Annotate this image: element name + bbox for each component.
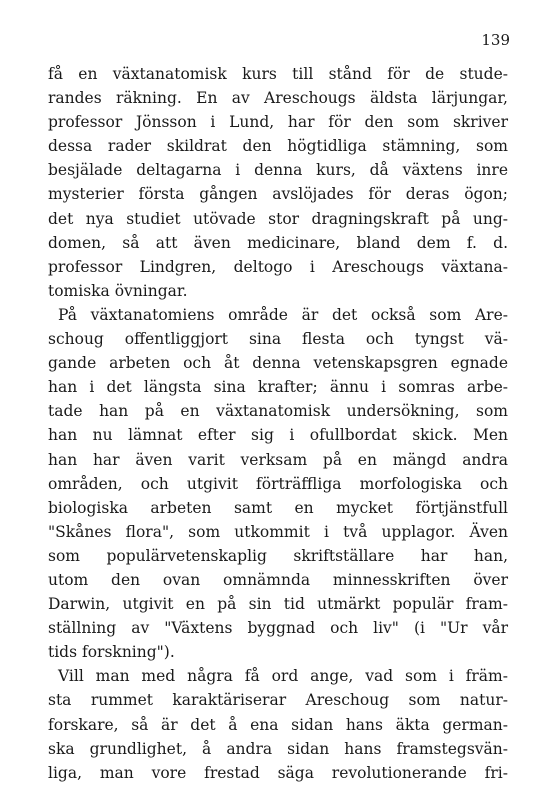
text-line: liga, man vore frestad säga revolutionerande fri- [48,763,508,782]
text-line: han har även varit verksam på en mängd andra [48,450,508,469]
text-line: Darwin, utgivit en på sin tid utmärkt populär fram- [48,595,508,614]
text-line: det nya studiet utövade stor dragningskraft på ung- [48,209,508,228]
text-line: ställning av "Växtens byggnad och liv" (i "Ur vår [48,619,508,638]
text-line: Vill man med några få ord ange, vad som i främ- [58,667,508,686]
text-line: domen, så att även medicinare, bland dem f. d. [48,233,508,252]
text-line: schoug offentliggjort sina flesta och tyngst vä- [48,330,508,349]
text-line: han nu lämnat efter sig i ofullbordat skick. Men [48,426,508,445]
text-line: områden, och utgivit förträffliga morfologiska och [48,474,508,493]
text-line: ska grundlighet, å andra sidan hans framstegsvän- [48,739,508,758]
text-line: dessa rader skildrat den högtidliga stämning, som [48,137,508,156]
text-line: professor Jönsson i Lund, har för den som skriver [48,113,508,132]
text-line: gande arbeten och åt denna vetenskapsgren egnade [48,354,508,373]
text-line: besjälade deltagarna i denna kurs, då växtens inre [48,161,508,180]
text-line: biologiska arbeten samt en mycket förtjänstfull [48,498,508,517]
text-line: mysterier första gången avslöjades för deras ögon; [48,185,508,204]
page-number: 139 [481,31,510,49]
text-line: tids forskning"). [48,643,175,662]
paragraph [48,303,508,664]
text-line: tade han på en växtanatomisk undersökning, som [48,402,508,421]
body-text [48,62,508,785]
text-line: "Skånes flora", som utkommit i två upplagor. Även [48,522,508,541]
paragraph [48,62,508,303]
text-line: han i det längsta sina krafter; ännu i somras arbe- [48,378,508,397]
text-line: utom den ovan omnämnda minnesskriften över [48,570,508,589]
text-line: På växtanatomiens område är det också som Are- [58,305,508,324]
text-line: forskare, så är det å ena sidan hans äkta german- [48,715,508,734]
text-line: professor Lindgren, deltogo i Areschougs växtana- [48,257,508,276]
text-line: tomiska övningar. [48,281,188,300]
text-line: få en växtanatomisk kurs till stånd för de stude- [48,65,508,83]
text-line: randes räkning. En av Areschougs äldsta lärjungar, [48,89,508,108]
text-line: som populärvetenskaplig skriftställare har han, [48,546,508,565]
text-line: sta rummet karaktäriserar Areschoug som natur- [48,691,508,710]
paragraph [48,664,508,784]
